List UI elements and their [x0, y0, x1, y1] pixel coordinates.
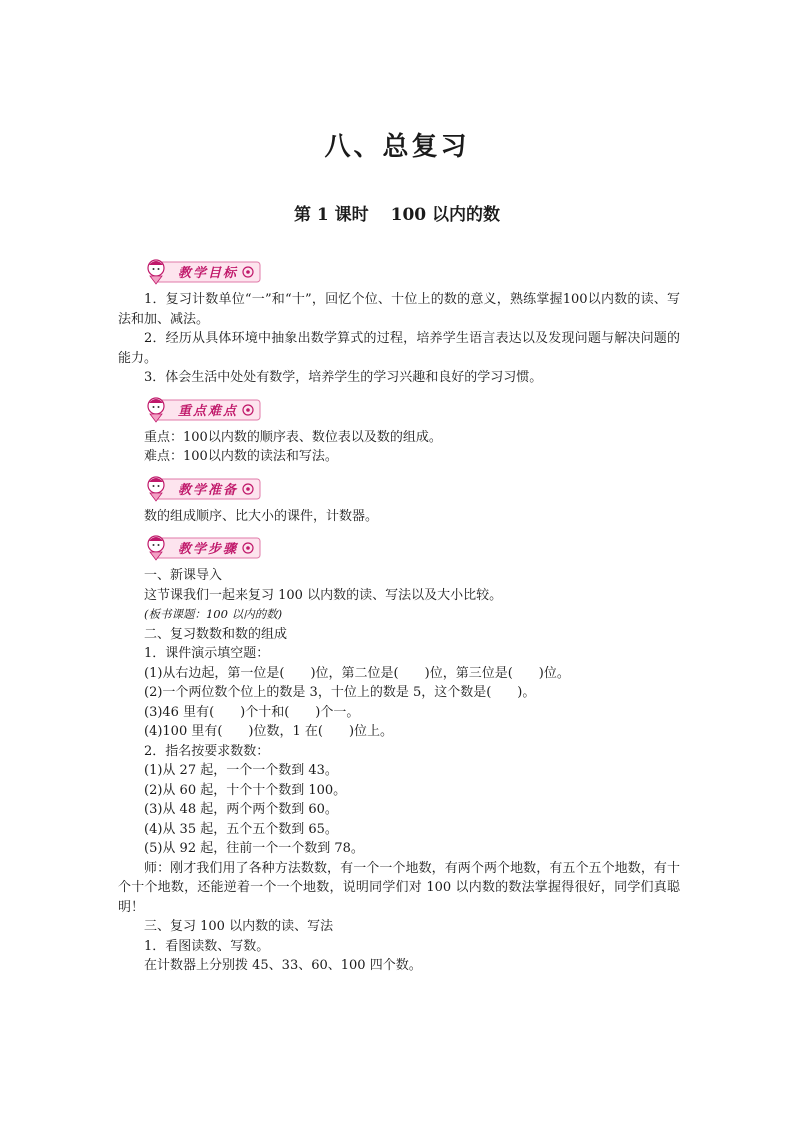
step-line: 1．看图读数、写数。 — [144, 938, 270, 954]
step-line: (1)从 27 起，一个一个数到 43。 — [144, 763, 338, 778]
section-badge-steps — [144, 532, 384, 562]
chapter-title: 八、总复习 — [324, 132, 470, 162]
step-line: (3)从 48 起，两个两个数到 60。 — [144, 802, 338, 817]
steps-list — [118, 566, 680, 976]
step-line: (4)100 里有( )位数，1 在( )位上。 — [144, 724, 394, 739]
step-line: (2)一个两位数个位上的数是 3，十位上的数是 5，这个数是( )。 — [144, 685, 536, 700]
step-line: 1．课件演示填空题： — [144, 646, 270, 661]
preparation-text: 数的组成顺序、比大小的课件，计数器。 — [144, 508, 379, 524]
section-badge-keypoints — [144, 394, 384, 424]
step-line: 师：刚才我们用了各种方法数数，有一个一个地数，有两个两个地数，有五个五个地数，有十个十个地数，还能逆着一个一个地数，说明同学们对 100 以内数的数法掌握得很好，同学们真聪明！ — [118, 860, 680, 915]
step-line: (3)46 里有( )个十和( )个一。 — [144, 704, 360, 720]
step-line: 二、复习数数和数的组成 — [144, 626, 288, 642]
section-badge-preparation — [144, 473, 384, 503]
step-line: (4)从 35 起，五个五个数到 65。 — [144, 821, 338, 837]
step-line: 这节课我们一起来复习 100 以内数的读、写法以及大小比较。 — [144, 587, 503, 603]
step-line: 一、新课导入 — [144, 568, 223, 583]
objective-2: 2．经历从具体环境中抽象出数学算式的过程，培养学生语言表达以及发现问题与解决问题的能力。 — [118, 331, 680, 366]
step-line: 2．指名按要求数数： — [144, 743, 270, 759]
step-line: 三、复习 100 以内数的读、写法 — [144, 919, 334, 934]
step-line: 在计数器上分别拨 45、33、60、100 四个数。 — [144, 958, 422, 973]
badge-label: 教学目标 — [178, 266, 239, 281]
objective-1: 1．复习计数单位“一”和“十”，回忆个位、十位上的数的意义，熟练掌握100以内数的读、写法和加、减法。 — [118, 292, 680, 327]
document-body — [118, 256, 680, 976]
step-line: (1)从右边起，第一位是( )位，第二位是( )位，第三位是( )位。 — [144, 665, 570, 681]
badge-label: 重点难点 — [178, 403, 239, 419]
lesson-number: 第 1 课时 — [293, 205, 369, 225]
badge-label: 教学准备 — [178, 482, 239, 498]
lesson-title — [0, 200, 794, 225]
badge-label: 教学步骤 — [178, 542, 239, 557]
section-badge-objectives — [144, 256, 384, 286]
key-point: 重点：100以内数的顺序表、数位表以及数的组成。 — [144, 429, 442, 445]
difficulty-point: 难点：100以内数的读法和写法。 — [144, 449, 338, 464]
lesson-topic: 100 以内的数 — [390, 205, 501, 225]
objective-3: 3．体会生活中处处有数学，培养学生的学习兴趣和良好的学习习惯。 — [144, 370, 543, 385]
step-line: (板书课题：100 以内的数) — [144, 607, 283, 621]
step-line: (2)从 60 起，十个十个数到 100。 — [144, 782, 347, 798]
step-line: (5)从 92 起，往前一个一个数到 78。 — [144, 841, 364, 856]
